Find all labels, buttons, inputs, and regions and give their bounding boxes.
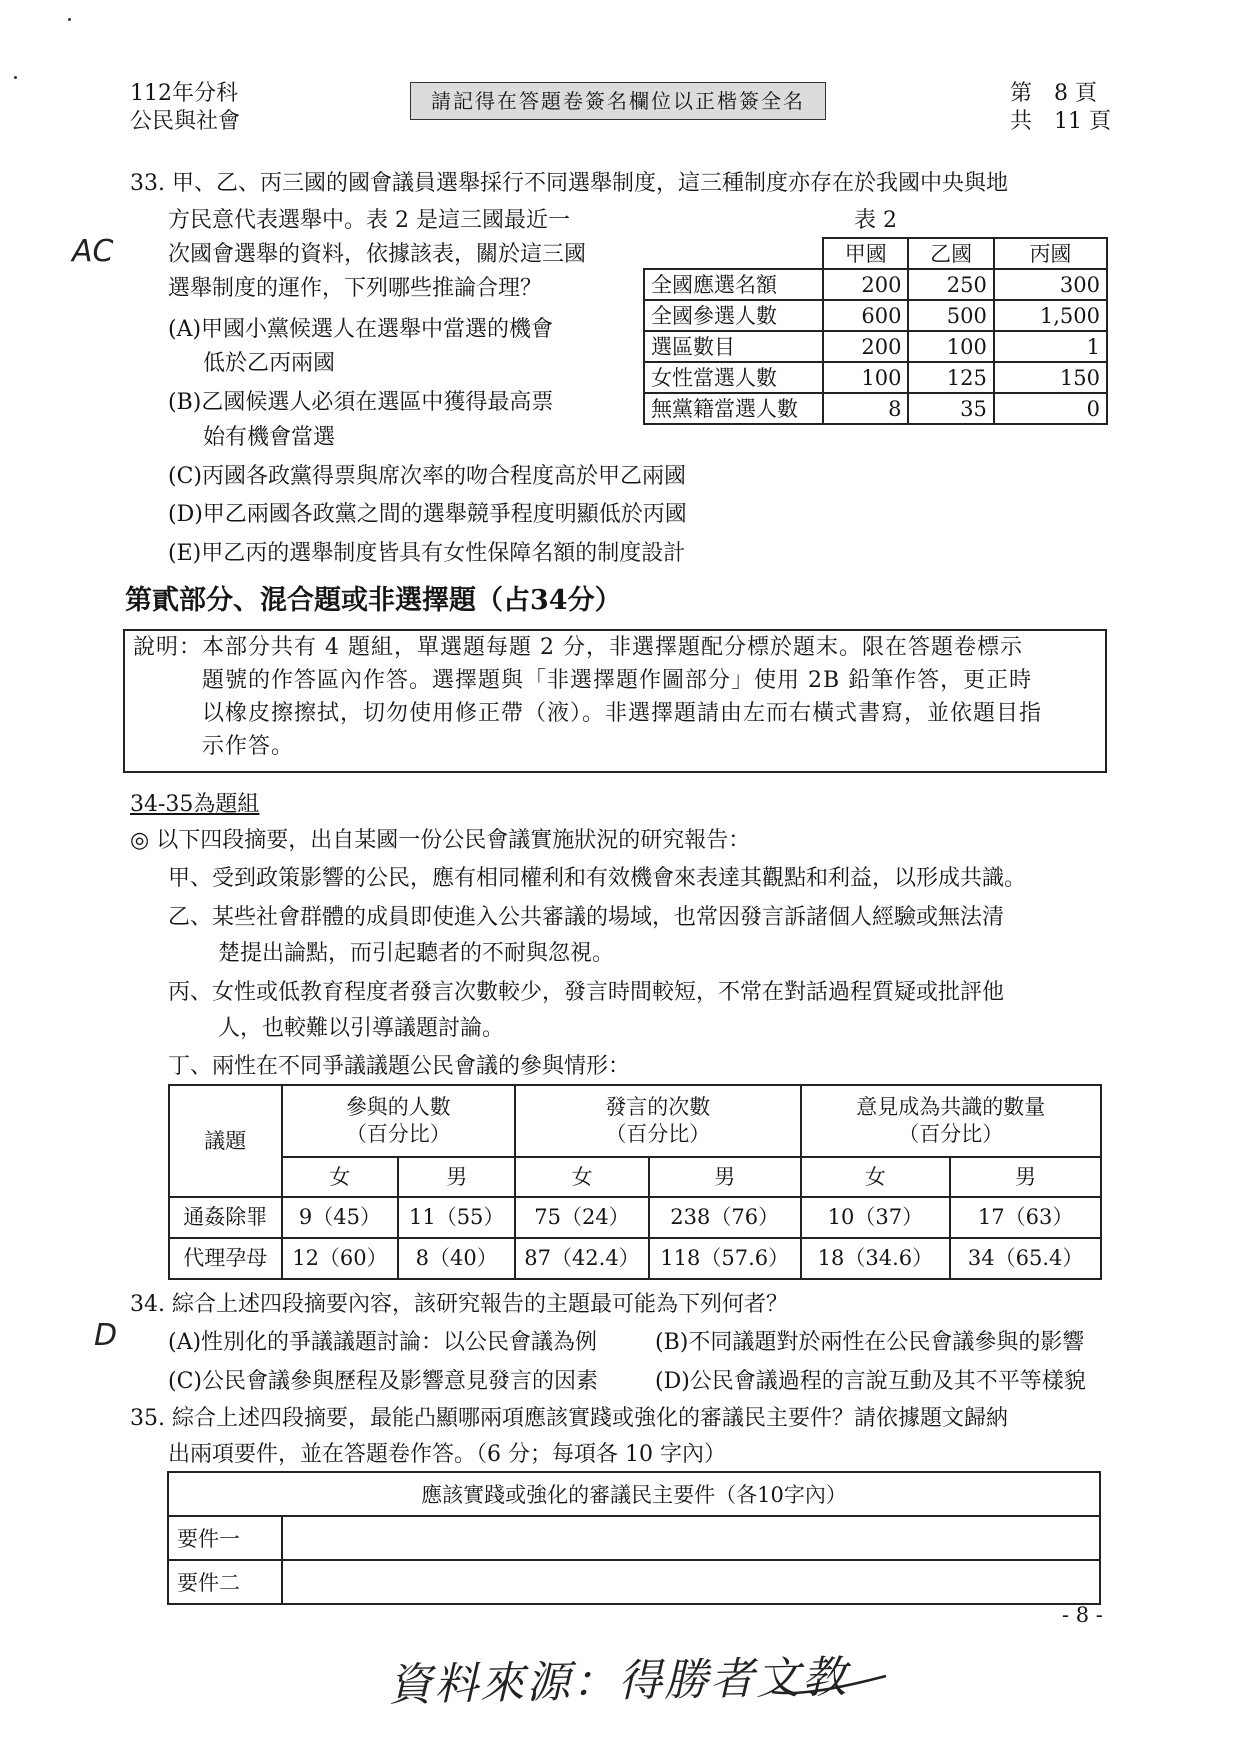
speck [14,76,17,79]
table-header-cell: 女 [801,1157,951,1197]
instruction-line: 說明：本部分共有 4 題組，單選題每題 2 分，非選擇題配分標於題末。限在答題卷標示 [133,635,1023,660]
table-header-cell: 男 [398,1157,515,1197]
table-row [644,300,1107,331]
page-number: - 8 - [1062,1603,1103,1627]
table-cell: 125 [908,362,993,393]
table-header-cell: 女 [515,1157,649,1197]
summary-bing: 丙、女性或低教育程度者發言次數較少，發言時間較短，不常在對話過程質疑或批評他 [168,980,1005,1005]
q33-line3: 次國會選舉的資料，依據該表，關於這三國 [168,242,587,267]
q34-option-b: (B)不同議題對於兩性在公民會議參與的影響 [655,1330,1085,1355]
part2-title: 第貳部分、混合題或非選擇題（占34分） [125,585,622,616]
table-cell: 100 [823,362,908,393]
handwriting-underline [770,1670,890,1700]
header-page-number: 第 8 頁 [1010,81,1097,106]
table-cell: 1,500 [994,300,1107,331]
q33-option-c: (C)丙國各政黨得票與席次率的吻合程度高於甲乙兩國 [168,464,687,489]
instruction-line: 題號的作答區內作答。選擇題與「非選擇題作圖部分」使用 2B 鉛筆作答，更正時 [202,668,1033,693]
table-row-label: 全國應選名額 [644,269,823,300]
table-row [169,1157,1101,1197]
sign-reminder-banner: 請記得在答題卷簽名欄位以正楷簽全名 [410,82,826,120]
instruction-line: 示作答。 [202,734,295,759]
table-row-label: 無黨籍當選人數 [644,393,823,424]
table-cell: 250 [908,269,993,300]
source-handwriting: 資料來源：得勝者文教 [387,1651,849,1712]
table-cell [644,238,823,269]
summary-jia: 甲、受到政策影響的公民，應有相同權利和有效機會來表達其觀點和利益，以形成共識。 [168,866,1027,891]
header-line: （百分比） [605,1122,711,1146]
answer-blank [282,1516,1100,1560]
table-row [168,1560,1100,1604]
table-cell: 1 [994,331,1107,362]
table-cell: 100 [908,331,993,362]
table-cell: 17（63） [950,1197,1101,1238]
table-cell: 12（60） [282,1238,399,1279]
header-line: 發言的次數 [605,1095,711,1119]
summary-bing-cont: 人，也較難以引導議題討論。 [218,1016,505,1041]
table-row [644,238,1107,269]
table-cell: 500 [908,300,993,331]
q34-answer-mark: D [94,1318,118,1353]
q33-option-e: (E)甲乙丙的選舉制度皆具有女性保障名額的制度設計 [168,541,686,566]
table-cell: 600 [823,300,908,331]
instruction-box [123,629,1107,773]
table-header-cell [801,1085,1101,1157]
table-cell: 200 [823,331,908,362]
table-header-cell [282,1085,516,1157]
q33-option-b-cont: 始有機會當選 [203,425,336,450]
table-row [644,331,1107,362]
table-cell: 300 [994,269,1107,300]
table-row [168,1516,1100,1560]
table-cell: 0 [994,393,1107,424]
header-line: （百分比） [898,1122,1004,1146]
table-cell: 9（45） [282,1197,399,1238]
summary-yi-cont: 楚提出論點，而引起聽者的不耐與忽視。 [218,941,615,966]
q33-answer-mark: AC [72,234,114,269]
table-header-cell: 男 [649,1157,801,1197]
header-subject-name: 公民與社會 [130,109,241,134]
table2-caption: 表 2 [854,208,897,233]
participation-table [168,1084,1102,1280]
q35-line2: 出兩項要件，並在答題卷作答。（6 分；每項各 10 字內） [168,1442,726,1467]
q33-line4: 選舉制度的運作，下列哪些推論合理？ [168,276,543,301]
table-header-cell: 應該實踐或強化的審議民主要件（各10字內） [168,1472,1100,1516]
table-row-label: 要件一 [168,1516,282,1560]
header-line: （百分比） [345,1122,451,1146]
table-cell: 10（37） [801,1197,951,1238]
requirements-table [167,1471,1101,1605]
table-row-label: 代理孕母 [169,1238,282,1279]
table-row [644,362,1107,393]
group-intro: ◎ 以下四段摘要，出自某國一份公民會議實施狀況的研究報告： [130,828,751,853]
table-cell: 35 [908,393,993,424]
table-row-label: 全國參選人數 [644,300,823,331]
table-row-label: 通姦除罪 [169,1197,282,1238]
q34-option-a: (A)性別化的爭議議題討論：以公民會議為例 [168,1330,598,1355]
table-row [169,1238,1101,1279]
table-row-label: 要件二 [168,1560,282,1604]
question-group-label: 34-35為題組 [130,792,260,817]
table-header-cell: 男 [950,1157,1101,1197]
table-header-cell: 議題 [169,1085,282,1197]
table-row [644,393,1107,424]
header-line: 意見成為共識的數量 [856,1095,1046,1119]
q34-option-d: (D)公民會議過程的言說互動及其不平等樣貌 [655,1369,1086,1394]
header-total-pages: 共 11 頁 [1010,109,1111,134]
table-cell: 200 [823,269,908,300]
header-page-info [1010,80,1111,136]
q34-stem: 34. 綜合上述四段摘要內容，該研究報告的主題最可能為下列何者？ [130,1292,788,1317]
q33-option-a-cont: 低於乙丙兩國 [203,351,336,376]
table-row [169,1197,1101,1238]
table-row [644,269,1107,300]
speck [68,18,71,21]
table-cell: 8 [823,393,908,424]
header-line: 參與的人數 [345,1095,451,1119]
summary-ding: 丁、兩性在不同爭議議題公民會議的參與情形： [168,1054,631,1079]
table-cell: 238（76） [649,1197,801,1238]
q33-line1: 33. 甲、乙、丙三國的國會議員選舉採行不同選舉制度，這三種制度亦存在於我國中央與地 [130,171,1008,196]
table-header-cell: 丙國 [994,238,1107,269]
table-cell: 8（40） [398,1238,515,1279]
header-subject [130,80,240,136]
table-header-cell: 乙國 [908,238,993,269]
table-row [169,1085,1101,1157]
summary-yi: 乙、某些社會群體的成員即使進入公共審議的場域，也常因發言訴諸個人經驗或無法清 [168,905,1005,930]
q33-line2: 方民意代表選舉中。表 2 是這三國最近一 [168,208,570,233]
q35-line1: 35. 綜合上述四段摘要，最能凸顯哪兩項應該實踐或強化的審議民主要件？請依據題文歸納 [130,1406,1008,1431]
table2 [643,237,1108,425]
table-header-cell: 女 [282,1157,399,1197]
table-cell: 11（55） [398,1197,515,1238]
table-cell: 87（42.4） [515,1238,649,1279]
q33-option-d: (D)甲乙兩國各政黨之間的選舉競爭程度明顯低於丙國 [168,502,687,527]
table-header-cell: 甲國 [823,238,908,269]
table-cell: 34（65.4） [950,1238,1101,1279]
answer-blank [282,1560,1100,1604]
table-cell: 18（34.6） [801,1238,951,1279]
instruction-line: 以橡皮擦擦拭，切勿使用修正帶（液）。非選擇題請由左而右橫式書寫，並依題目指 [202,701,1043,726]
table-row-label: 女性當選人數 [644,362,823,393]
q33-option-b: (B)乙國候選人必須在選區中獲得最高票 [168,390,554,415]
table-row [168,1472,1100,1516]
table-row-label: 選區數目 [644,331,823,362]
table-cell: 150 [994,362,1107,393]
q34-option-c: (C)公民會議參與歷程及影響意見發言的因素 [168,1369,599,1394]
q33-option-a: (A)甲國小黨候選人在選舉中當選的機會 [168,317,554,342]
header-year: 112年分科 [130,81,238,106]
table-header-cell [515,1085,800,1157]
table-cell: 118（57.6） [649,1238,801,1279]
table-cell: 75（24） [515,1197,649,1238]
